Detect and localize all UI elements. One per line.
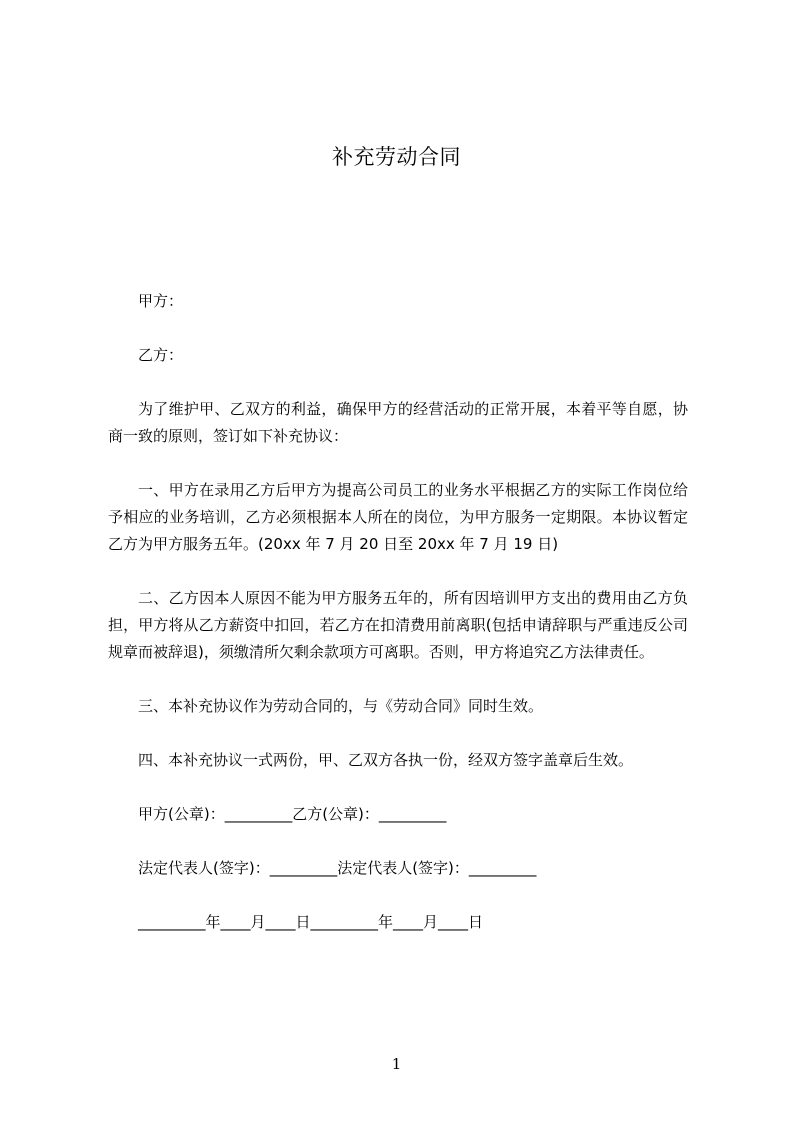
clause-3: 三、本补充协议作为劳动合同的，与《劳动合同》同时生效。 xyxy=(138,697,544,715)
seal-signature-line: 甲方(公章)：_________乙方(公章)：_________ xyxy=(138,805,447,823)
legal-rep-signature-line: 法定代表人(签字)：_________法定代表人(签字)：_________ xyxy=(138,859,537,877)
clause-4: 四、本补充协议一式两份，甲、乙双方各执一份，经双方签字盖章后生效。 xyxy=(138,751,634,769)
clause-1: 一、甲方在录用乙方后甲方为提高公司员工的业务水平根据乙方的实际工作岗位给予相应的业务培训，乙方必须根据本人所在的岗位，为甲方服务一定期限。本协议暂定乙方为甲方服务五年。(20xx 年 7 月 20 日至 20xx 年 7 月 19 日) xyxy=(108,481,688,553)
document-body xyxy=(108,288,688,963)
page-number: 1 xyxy=(391,1055,402,1073)
clause-2: 二、乙方因本人原因不能为甲方服务五年的，所有因培训甲方支出的费用由乙方负担，甲方将从乙方薪资中扣回，若乙方在扣清费用前离职(包括申请辞职与严重违反公司规章而被辞退)，须缴清所欠剩余款项方可离职。否则，甲方将追究乙方法律责任。 xyxy=(108,589,688,661)
party-b-line: 乙方： xyxy=(138,346,184,364)
intro-paragraph: 为了维护甲、乙双方的利益，确保甲方的经营活动的正常开展，本着平等自愿，协商一致的原则，签订如下补充协议： xyxy=(108,400,688,445)
party-a-line: 甲方： xyxy=(138,292,184,310)
document-title: 补充劳动合同 xyxy=(332,145,461,169)
date-line: _________年____月____日_________年____月____日 xyxy=(138,913,484,931)
